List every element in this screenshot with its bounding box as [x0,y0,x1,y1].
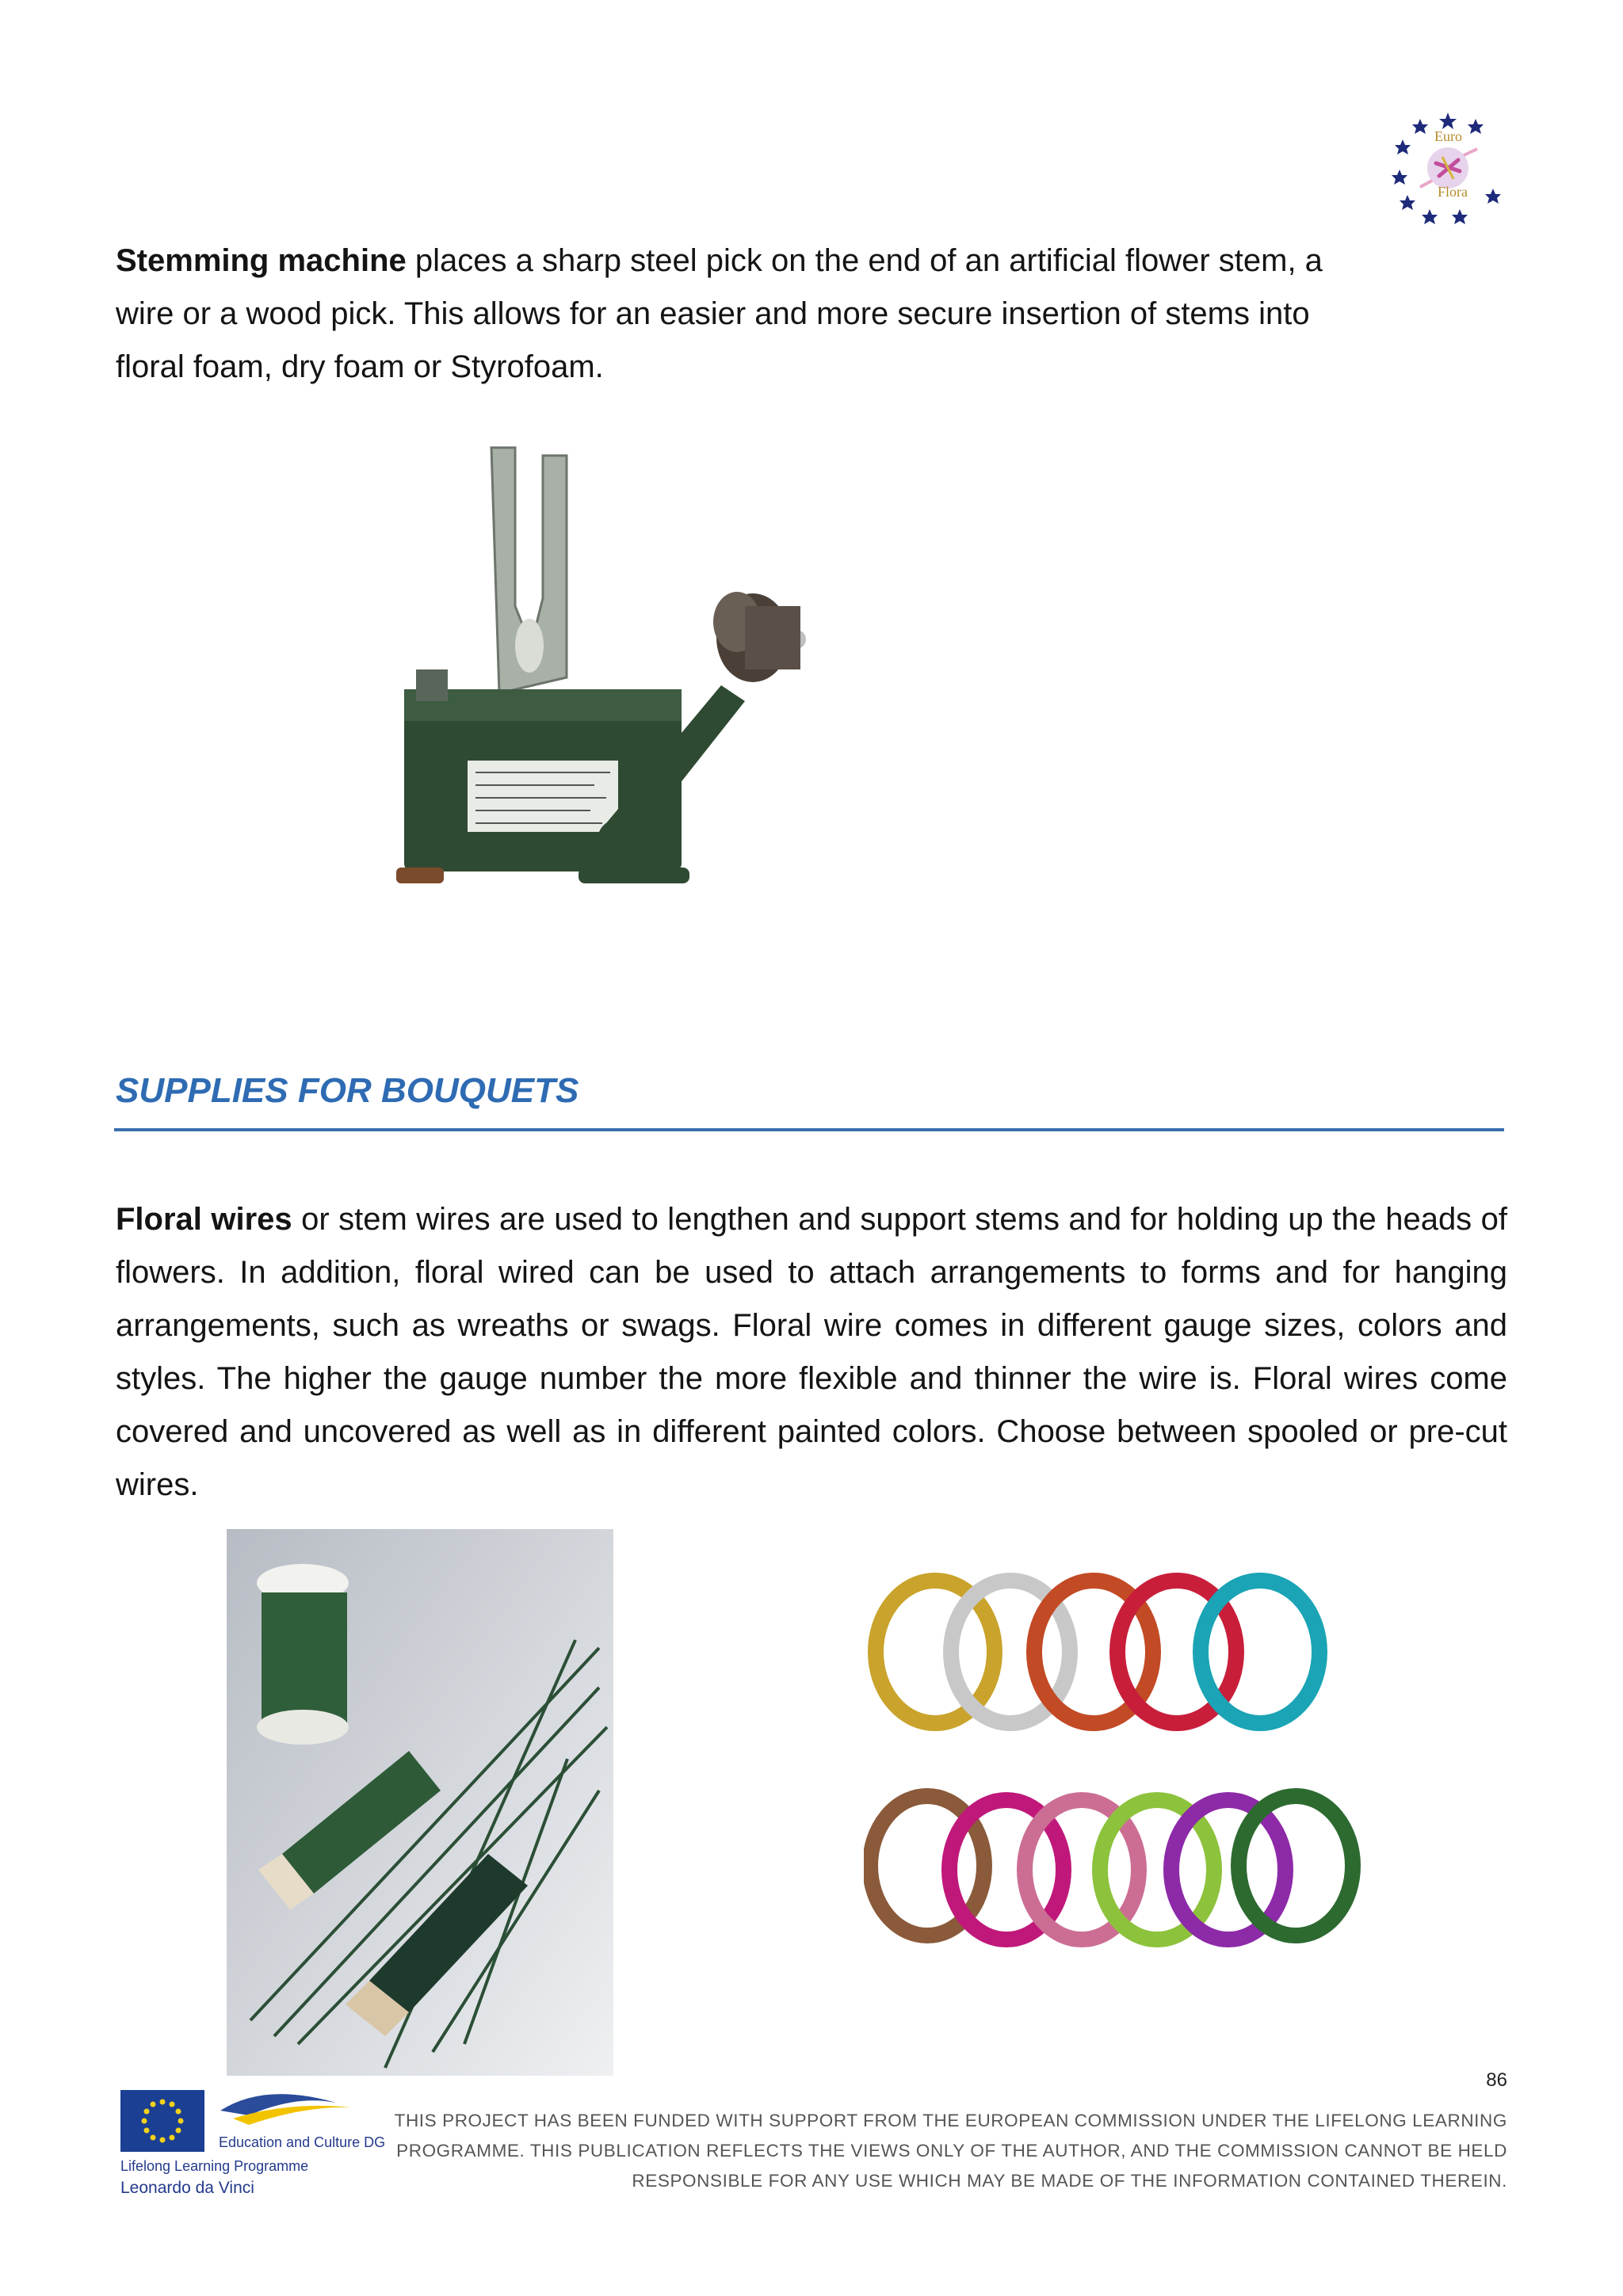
logo-word-top: Euro [1434,128,1462,144]
line1-rest: places a sharp steel pick on the end of an artificial flower stem, a [406,243,1323,278]
education-culture-label: Education and Culture DG [219,2134,386,2150]
term-stemming-machine: Stemming machine [116,243,407,278]
section-heading: SUPPLIES FOR BOUQUETS [116,1071,579,1110]
paragraph-line-3: floral foam, dry foam or Styrofoam. [116,349,604,384]
stemming-machine-photo [388,440,840,899]
euroflora-logo [1388,108,1507,227]
disclaimer-line-3: RESPONSIBLE FOR ANY USE WHICH MAY BE MADE OF THE INFORMATION CONTAINED THEREIN. [632,2171,1507,2191]
leonardo-da-vinci-label: Leonardo da Vinci [120,2179,254,2197]
colored-wire-coils-photo [864,1553,1411,1973]
floral-wires-paragraph [116,1193,1507,1512]
page-number: 86 [1486,2069,1507,2091]
floral-wire-spools-photo [227,1529,613,2076]
term-floral-wires: Floral wires [116,1202,292,1237]
paragraph-line-2: wire or a wood pick. This allows for an easier and more secure insertion of stems into [116,296,1310,331]
disclaimer-line-1: THIS PROJECT HAS BEEN FUNDED WITH SUPPORT FROM THE EUROPEAN COMMISSION UNDER THE LIFELONG LEARNING [394,2111,1507,2130]
funding-disclaimer [271,2106,1507,2196]
stemming-machine-paragraph [116,235,1510,394]
paragraph-line-1 [116,235,1510,288]
disclaimer-line-2: PROGRAMME. THIS PUBLICATION REFLECTS THE VIEWS ONLY OF THE AUTHOR, AND THE COMMISSION CANNOT BE HELD [396,2141,1507,2161]
logo-word-bottom: Flora [1438,184,1468,200]
floral-wires-text: or stem wires are used to lengthen and support stems and for holding up the heads of flowers. In addition, floral wired can be used to attach arrangements to forms and for hanging arrangements, such as wreaths or swags. Floral wire comes in different gauge sizes, colors and styles. The higher the gauge number the more flexible and thinner the wire is. Floral wires come covered and uncovered as well as in different painted colors. Choose between spooled or pre-cut wires. [116,1202,1507,1502]
heading-underline [114,1128,1504,1131]
lifelong-learning-label: Lifelong Learning Programme [120,2158,309,2174]
eu-flag-logo [120,2090,204,2152]
